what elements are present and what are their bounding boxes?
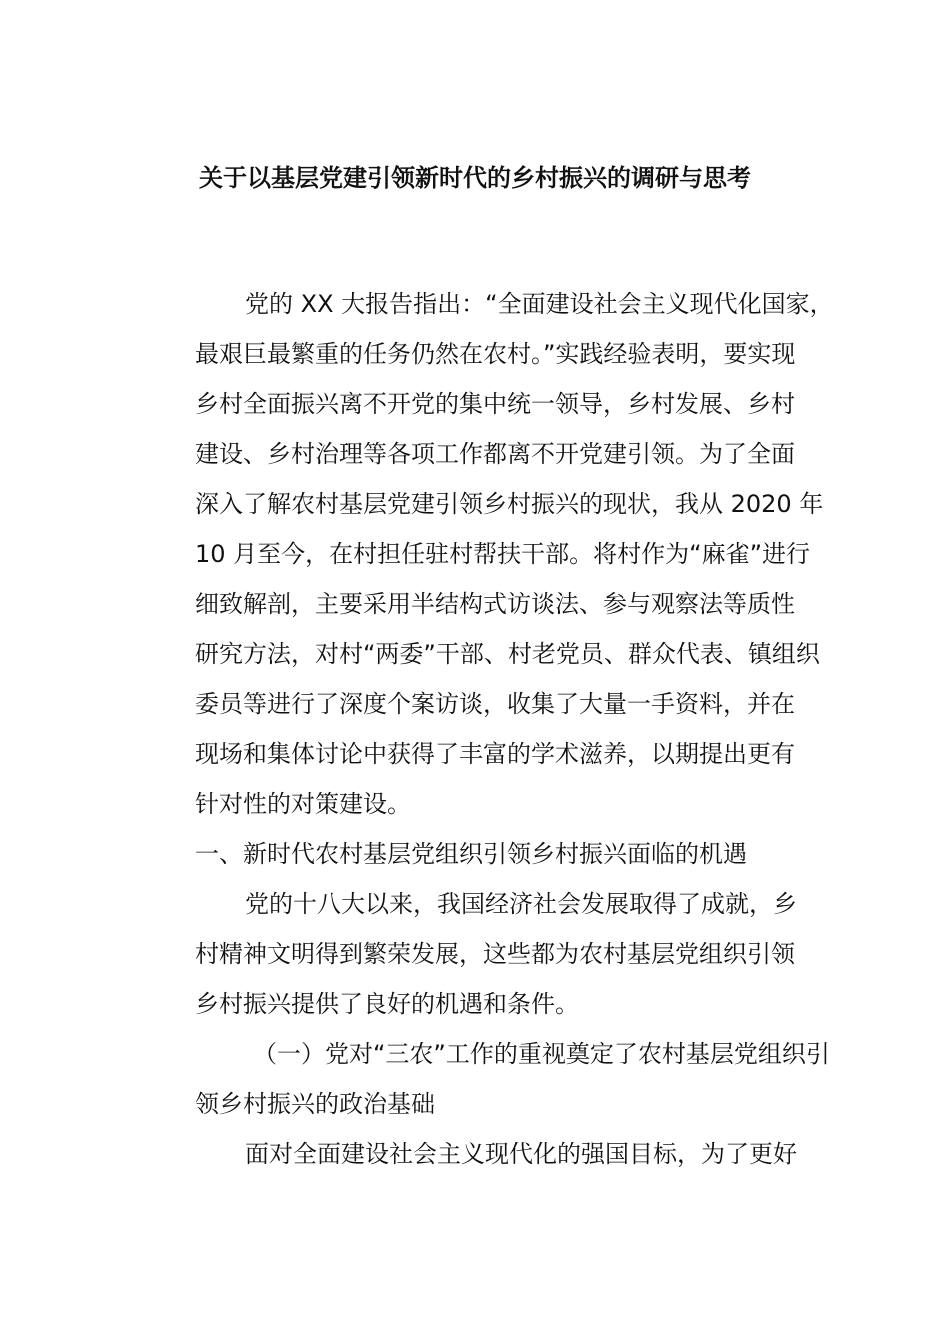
section-heading: 一、新时代农村基层党组织引领乡村振兴面临的机遇 bbox=[195, 840, 747, 868]
text-line: 针对性的对策建设。 bbox=[195, 790, 411, 818]
document-body bbox=[145, 279, 834, 1179]
subsection-heading bbox=[145, 1029, 830, 1129]
text-line: 乡村全面振兴离不开党的集中统一领导，乡村发展、乡村 bbox=[195, 390, 795, 418]
text-line: 村精神文明得到繁荣发展，这些都为农村基层党组织引领 bbox=[195, 940, 795, 968]
text-line: 面对全面建设社会主义现代化的强国目标，为了更好 bbox=[245, 1140, 797, 1168]
text-line: 研究方法，对村“两委”干部、村老党员、群众代表、镇组织 bbox=[195, 640, 820, 668]
text-line: 党的十八大以来，我国经济社会发展取得了成就，乡 bbox=[245, 890, 797, 918]
text-line: 建设、乡村治理等各项工作都离不开党建引领。为了全面 bbox=[195, 440, 795, 468]
text-line: 委员等进行了深度个案访谈，收集了大量一手资料，并在 bbox=[195, 690, 795, 718]
text-line: 深入了解农村基层党建引领乡村振兴的现状，我从 2020 年 bbox=[195, 490, 824, 518]
text-line: 现场和集体讨论中获得了丰富的学术滋养，以期提出更有 bbox=[195, 740, 795, 768]
paragraph-goal bbox=[145, 1129, 810, 1179]
text-line: 10 月至今，在村担任驻村帮扶干部。将村作为“麻雀”进行 bbox=[195, 540, 811, 568]
subheading-line: 领乡村振兴的政治基础 bbox=[195, 1090, 435, 1118]
subheading-line: （一）党对“三农”工作的重视奠定了农村基层党组织引 bbox=[253, 1040, 830, 1068]
text-line: 乡村振兴提供了良好的机遇和条件。 bbox=[195, 990, 579, 1018]
paragraph-opportunities bbox=[145, 879, 810, 1029]
document-title: 关于以基层党建引领新时代的乡村振兴的调研与思考 bbox=[199, 164, 751, 192]
text-line: 细致解剖，主要采用半结构式访谈法、参与观察法等质性 bbox=[195, 590, 795, 618]
text-line: 党的 XX 大报告指出：“全面建设社会主义现代化国家， bbox=[245, 290, 834, 318]
paragraph-intro bbox=[145, 279, 834, 829]
text-line: 最艰巨最繁重的任务仍然在农村。”实践经验表明，要实现 bbox=[195, 340, 796, 368]
